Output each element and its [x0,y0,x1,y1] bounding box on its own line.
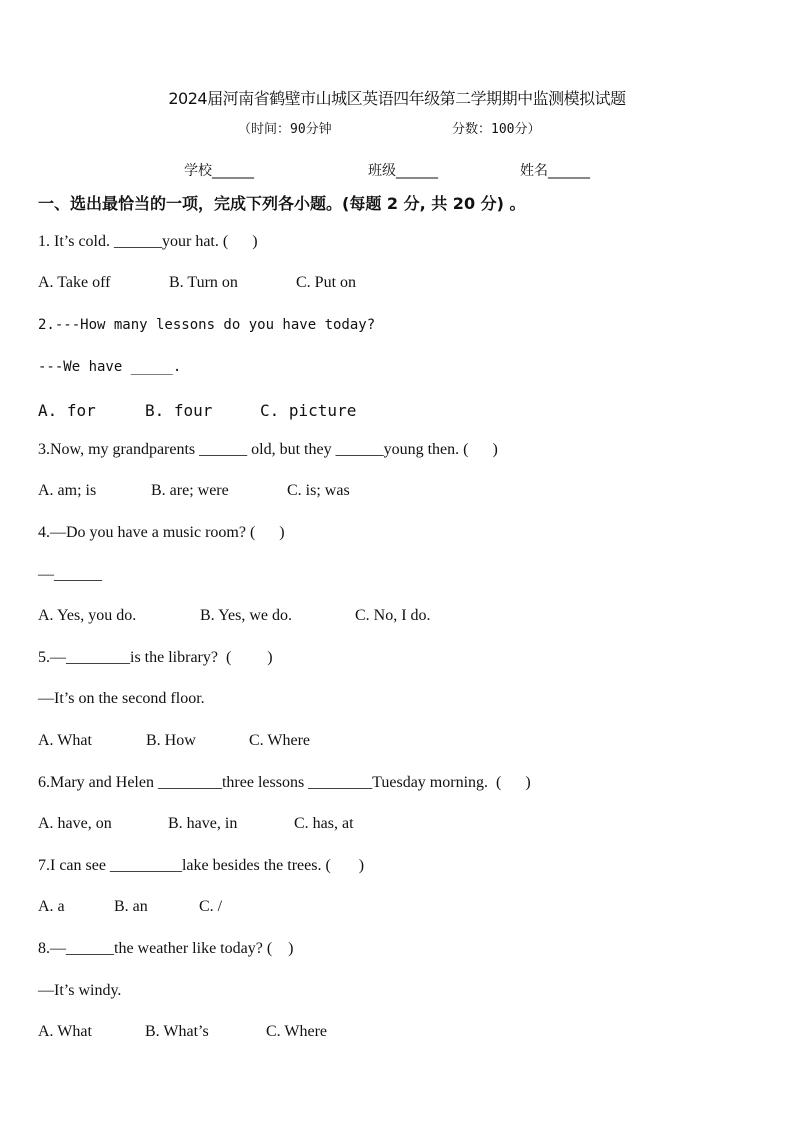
q2-option-a: A. for [38,401,96,420]
q5-option-a: A. What [38,732,92,749]
exam-score: 分数：100分） [452,122,541,137]
q7-option-b: B. an [114,898,148,915]
question-5-answer-line: —It’s on the second floor. [38,690,205,707]
question-2-answer-line: ---We have _____. [38,359,182,375]
question-7-stem: 7.I can see _________lake besides the trees. ( ) [38,857,365,874]
q6-option-a: A. have, on [38,815,112,832]
school-field: 学校______ [184,163,254,179]
q3-option-c: C. is; was [287,482,350,499]
q1-option-c: C. Put on [296,274,357,291]
q2-option-b: B. four [145,401,213,420]
exam-title: 2024届河南省鹤壁市山城区英语四年级第二学期期中监测模拟试题 [168,89,626,108]
question-4-stem: 4.—Do you have a music room? ( ) [38,524,285,541]
q2-option-c: C. picture [260,401,357,420]
q1-option-a: A. Take off [38,274,111,291]
q4-option-b: B. Yes, we do. [200,607,293,624]
q8-option-c: C. Where [266,1023,328,1040]
question-4-answer-line: —______ [38,566,102,583]
q6-option-b: B. have, in [168,815,238,832]
question-3-stem: 3.Now, my grandparents ______ old, but they ______young then. ( ) [38,441,498,458]
q3-option-a: A. am; is [38,482,97,499]
question-2-stem: 2.---How many lessons do you have today? [38,317,376,333]
question-6-stem: 6.Mary and Helen ________three lessons ________Tuesday morning. ( ) [38,774,531,791]
q8-option-a: A. What [38,1023,92,1040]
question-8-answer-line: —It’s windy. [38,982,122,999]
question-1-stem: 1. It’s cold. ______your hat. ( ) [38,233,258,250]
exam-time: （时间：90分钟 [238,122,332,137]
q7-option-c: C. / [199,898,223,915]
q7-option-a: A. a [38,898,65,915]
q6-option-c: C. has, at [294,815,354,832]
q4-option-c: C. No, I do. [355,607,431,624]
q8-option-b: B. What’s [145,1023,209,1040]
q1-option-b: B. Turn on [169,274,238,291]
name-field: 姓名______ [520,163,590,179]
q3-option-b: B. are; were [151,482,229,499]
question-8-stem: 8.—______the weather like today? ( ) [38,940,294,957]
q5-option-b: B. How [146,732,196,749]
q4-option-a: A. Yes, you do. [38,607,137,624]
q5-option-c: C. Where [249,732,311,749]
question-5-stem: 5.—________is the library? ( ) [38,649,273,666]
section-title: 一、选出最恰当的一项，完成下列各小题。(每题 2 分, 共 20 分) 。 [38,194,526,213]
class-field: 班级______ [368,163,438,179]
